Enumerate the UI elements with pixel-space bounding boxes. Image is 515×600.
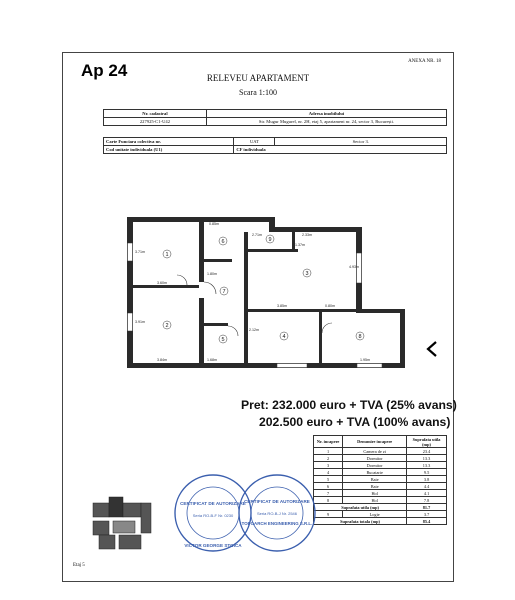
- room-name: Hol: [343, 497, 407, 504]
- price-line-1: Pret: 232.000 euro + TVA (25% avans): [241, 398, 457, 412]
- table-row: [314, 469, 447, 476]
- property-table: [103, 109, 447, 126]
- dim-label: 1.80m: [207, 272, 217, 276]
- room-no: 3: [314, 462, 343, 469]
- stamp1-title: CERTIFICAT DE AUTORIZARE: [180, 501, 246, 506]
- room-no: 5: [314, 476, 343, 483]
- room-area: 7.8: [407, 497, 447, 504]
- room-no: 6: [314, 483, 343, 490]
- address-value: Str. Mugur Mugurel, nr. 2H, etaj 5, apartament nr. 24, sector 3, București.: [206, 118, 446, 126]
- table-row: [314, 448, 447, 455]
- dim-label: 4.93m: [349, 265, 359, 269]
- room-no: 1: [314, 448, 343, 455]
- floor-plan: [127, 213, 407, 373]
- room-5-label: 5: [221, 337, 225, 343]
- sum-total-label: Suprafata totala (mp): [314, 518, 407, 525]
- table-row: [314, 483, 447, 490]
- room-name: Hol: [343, 490, 407, 497]
- apartment-label: Ap 24: [81, 61, 128, 80]
- table-row: [314, 497, 447, 504]
- stamp2-title: CERTIFICAT DE AUTORIZARE: [244, 499, 310, 504]
- document-scale: Scara 1:100: [239, 88, 277, 97]
- floor-label: Etaj 5: [73, 563, 85, 568]
- stamp-authorization-company: [235, 471, 319, 555]
- loggia-no: 9: [314, 511, 343, 518]
- cadastral-header: Nr. cadastral: [104, 110, 207, 118]
- dim-label: 0.85m: [209, 222, 219, 226]
- room-area: 13.3: [407, 455, 447, 462]
- sum-total-value: 85.4: [407, 518, 447, 525]
- dim-label: 2.12m: [249, 328, 259, 332]
- carte-label: Carte Funciara colectiva nr.: [104, 138, 234, 146]
- room-7-label: 7: [222, 289, 226, 295]
- room-area: 4.4: [407, 483, 447, 490]
- table-row: [314, 455, 447, 462]
- document-sheet: [62, 52, 457, 582]
- room-2-label: 2: [165, 323, 169, 329]
- building-keyplan: [91, 491, 153, 553]
- room-8-label: 8: [358, 334, 362, 340]
- room-name: Bucatarie: [343, 469, 407, 476]
- dim-label: 2.71m: [252, 233, 262, 237]
- room-name: Baie: [343, 476, 407, 483]
- table-row: [314, 462, 447, 469]
- rooms-table: [313, 435, 447, 525]
- cf-label: CF individuala: [234, 146, 447, 154]
- room-area: 13.3: [407, 462, 447, 469]
- dim-label: 3.71m: [135, 250, 145, 254]
- room-1-label: 1: [165, 252, 169, 258]
- rooms-header-area: Suprafata utila (mp): [407, 436, 447, 448]
- document-title: RELEVEU APARTAMENT: [206, 73, 310, 83]
- uat-value: Sector 3.: [275, 138, 447, 146]
- loggia-area: 3.7: [407, 511, 447, 518]
- dim-label: 3.60m: [157, 281, 167, 285]
- chevron-left-icon: [425, 340, 439, 358]
- room-area: 9.5: [407, 469, 447, 476]
- dim-label: 1.68m: [207, 358, 217, 362]
- stamp2-serie: Seria RO-B-J Nr. 2546: [256, 511, 298, 516]
- sum-util-value: 81.7: [407, 504, 447, 511]
- room-area: 3.8: [407, 476, 447, 483]
- registry-table: [103, 137, 447, 154]
- room-no: 2: [314, 455, 343, 462]
- dim-label: 1.37m: [295, 243, 305, 247]
- annex-number: ANEXA NR. 18: [408, 59, 441, 64]
- room-no: 8: [314, 497, 343, 504]
- room-name: Baie: [343, 483, 407, 490]
- dim-label: 3.91m: [135, 320, 145, 324]
- room-name: Dormitor: [343, 455, 407, 462]
- sum-util-label: Suprafata utila (mp): [314, 504, 407, 511]
- loggia-name: Logie: [343, 511, 407, 518]
- uat-label: UAT: [234, 138, 275, 146]
- room-name: Camera de zi: [343, 448, 407, 455]
- dim-label: 2.33m: [302, 233, 312, 237]
- cod-label: Cod unitate individuala (U1): [104, 146, 234, 154]
- stamp2-name: TOPOARCH ENGINEERING S.R.L.: [241, 521, 313, 526]
- table-row: [314, 476, 447, 483]
- room-no: 7: [314, 490, 343, 497]
- room-area: 23.4: [407, 448, 447, 455]
- rooms-header-name: Denumire incapere: [343, 436, 407, 448]
- room-6-label: 6: [221, 239, 225, 245]
- room-9-label: 9: [268, 237, 272, 243]
- dim-label: 1.95m: [360, 358, 370, 362]
- room-name: Dormitor: [343, 462, 407, 469]
- address-header: Adresa imobilului: [206, 110, 446, 118]
- room-4-label: 4: [282, 334, 286, 340]
- stamp1-serie: Seria RO-B-F Nr. 0230: [192, 513, 234, 518]
- room-3-label: 3: [305, 271, 309, 277]
- table-row: [314, 490, 447, 497]
- dim-label: 3.84m: [157, 358, 167, 362]
- cadastral-value: 227925-C1-U42: [104, 118, 207, 126]
- dim-label: 0.80m: [325, 304, 335, 308]
- room-no: 4: [314, 469, 343, 476]
- room-area: 4.1: [407, 490, 447, 497]
- dim-label: 3.85m: [277, 304, 287, 308]
- price-line-2: 202.500 euro + TVA (100% avans): [259, 415, 451, 429]
- rooms-header-no: Nr. incapere: [314, 436, 343, 448]
- stamp1-name: VICTOR GEORGE STOICA: [184, 543, 242, 548]
